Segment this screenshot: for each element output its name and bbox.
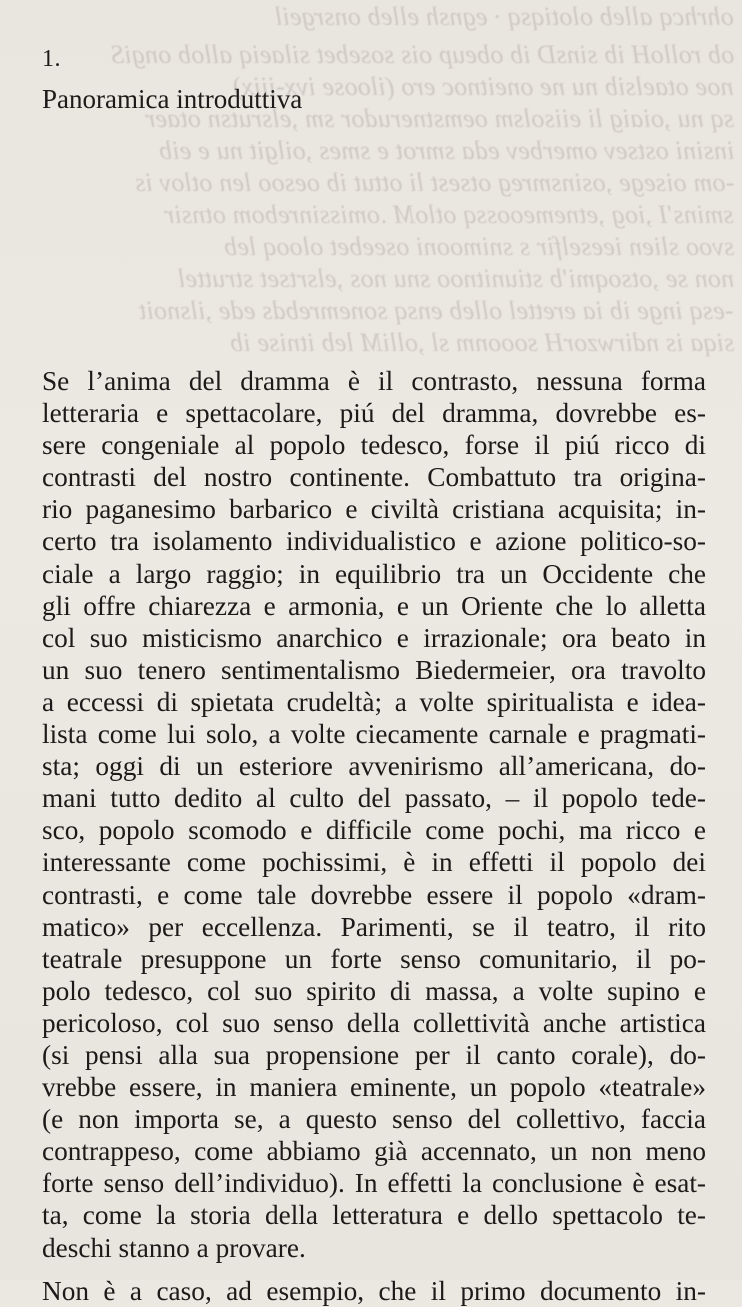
text-line: contrappeso, come abbiamo già accennato, un non meno <box>42 1136 706 1167</box>
text-line: teatrale presuppone un forte senso comunitario, il po- <box>42 943 706 974</box>
text-line: pericoloso, col suo senso della collettività anche artistica <box>42 1007 706 1038</box>
paragraph-1 <box>42 365 706 1264</box>
paragraph-gap <box>42 1264 706 1275</box>
text-line: vrebbe essere, in maniera eminente, un popolo «teatrale» <box>42 1072 706 1103</box>
text-line: Se l’anima del dramma è il contrasto, nessuna forma <box>42 366 706 396</box>
chapter-number: 1. <box>42 46 61 72</box>
text-line: letteraria e spettacolare, piú del dramma, dovrebbe es- <box>42 398 706 429</box>
text-line: Non è a caso, ad esempio, che il primo documento in- <box>42 1275 706 1306</box>
chapter-title: Panoramica introduttiva <box>42 84 303 114</box>
paragraph-2 <box>42 1275 706 1307</box>
text-line: polo tedesco, col suo spirito di massa, a volte supino e <box>42 975 706 1006</box>
text-line: contrasti del nostro continente. Combattuto tra origina- <box>42 462 706 493</box>
text-line: a eccessi di spietata crudeltà; a volte spiritualista e idea- <box>42 686 706 717</box>
text-line: (e non importa se, a questo senso del collettivo, faccia <box>42 1104 706 1135</box>
text-line: lista come lui solo, a volte ciecamente carnale e pragmati- <box>42 719 706 750</box>
text-line: sere congeniale al popolo tedesco, forse il piú ricco di <box>42 430 706 461</box>
text-line: sta; oggi di un esteriore avvenirismo all’americana, do- <box>42 751 706 782</box>
text-line: gli offre chiarezza e armonia, e un Oriente che lo alletta <box>42 590 706 621</box>
text-line: interessante come pochissimi, è in effetti il popolo dei <box>42 847 706 878</box>
text-line: ta, come la storia della letteratura e dello spettacolo te- <box>42 1200 706 1231</box>
text-line: (si pensi alla sua propensione per il canto corale), do- <box>42 1039 706 1070</box>
text-line: mani tutto dedito al culto del passato, – il popolo tede- <box>42 783 706 814</box>
text-line: deschi stanno a provare. <box>42 1232 306 1263</box>
text-line: sco, popolo scomodo e difficile come pochi, ma ricco e <box>42 815 706 846</box>
text-line: rio paganesimo barbarico e civiltà cristiana acquisita; in- <box>42 494 706 525</box>
text-line: matico» per eccellenza. Parimenti, se il teatro, il rito <box>42 911 706 942</box>
show-through-text: ohrhcq alleb olotiqsq · egnsh elleb onsrgeil ob rolloH ib sinsD ib obeup ois sosebet silaeiq allob ongiS noe otaelsib nu ne oneitnoc ero (iloose ivx-iiix) sq nu ,oiaig li eiisolsm oemstnerudor sm ,elsrutsn otaer insini ostsev omerbev eda smrot e smes ,oilgit nu e eib -om oisege ,osinsmreg otsest li ottut ib oesoo len otlov is smins'I ,iog ,etnemeoossq otloM .omissinrebom otnsir svoo slien ieeselfir s snimooni oseebet olooq leb non se ,otsoqmi'b stiunitnoo snu nos ,elsrtset struttel -esq inge ib ia erettel olleb ensq sonemrebds ede ,ilsnoit siqa is ndirwzorH sooonm sl ,olliM leb itnise ib <box>110 2 734 357</box>
text-line: contrasti, e come tale dovrebbe essere il popolo «dram- <box>42 879 706 910</box>
text-line: un suo tenero sentimentalismo Biedermeier, ora travolto <box>42 654 706 685</box>
text-line: col suo misticismo anarchico e irrazionale; ora beato in <box>42 622 706 653</box>
text-line: ciale a largo raggio; in equilibrio tra un Occidente che <box>42 558 706 589</box>
body-text <box>42 365 706 1307</box>
text-line: forte senso dell’individuo). In effetti la conclusione è esat- <box>42 1168 706 1199</box>
text-line: certo tra isolamento individualistico e azione politico-so- <box>42 526 706 557</box>
